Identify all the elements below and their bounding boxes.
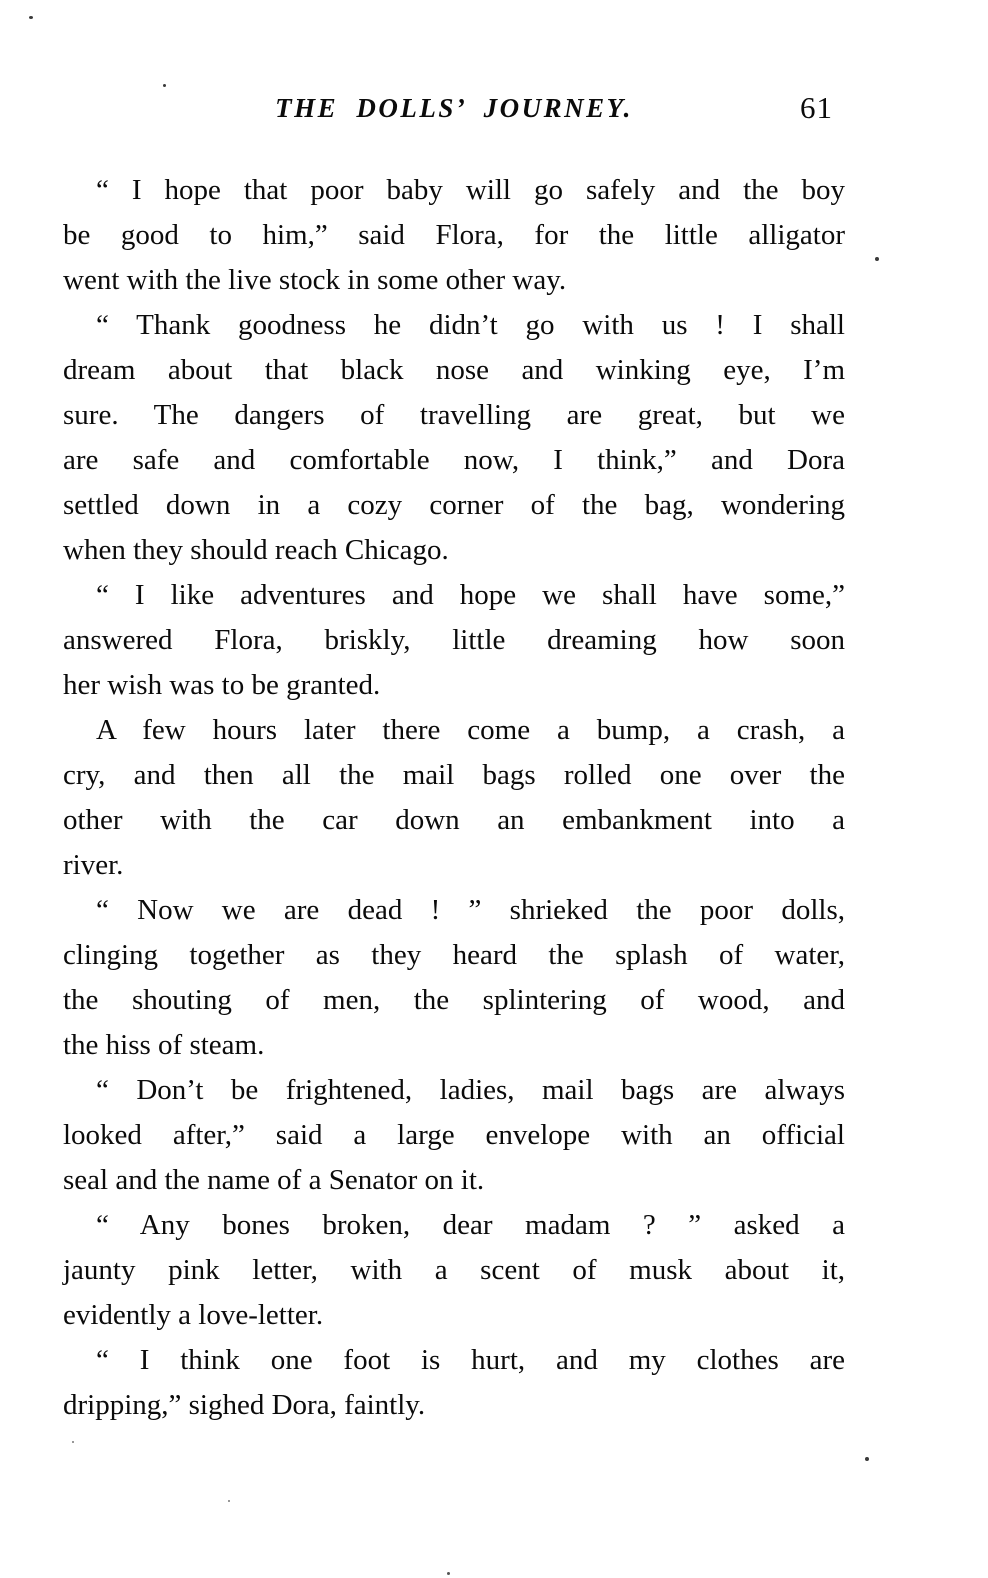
text-line: cry, and then all the mail bags rolled one over the bbox=[63, 759, 845, 791]
paragraph bbox=[63, 168, 845, 303]
text-line: dripping,” sighed Dora, faintly. bbox=[63, 1389, 426, 1421]
paragraph bbox=[63, 888, 845, 1068]
paragraph bbox=[63, 573, 845, 708]
text-line: “ Any bones broken, dear madam ? ” asked a bbox=[96, 1209, 845, 1241]
page-number: 61 bbox=[800, 90, 833, 125]
paragraph bbox=[63, 1203, 845, 1338]
text-line: be good to him,” said Flora, for the little alligator bbox=[63, 219, 845, 251]
text-line: “ I like adventures and hope we shall have some,” bbox=[96, 579, 845, 611]
text-body bbox=[63, 168, 845, 1428]
text-line: the hiss of steam. bbox=[63, 1029, 265, 1061]
text-line: went with the live stock in some other way. bbox=[63, 264, 567, 296]
text-line: other with the car down an embankment into a bbox=[63, 804, 845, 836]
text-line: looked after,” said a large envelope with an official bbox=[63, 1119, 845, 1151]
text-line: seal and the name of a Senator on it. bbox=[63, 1164, 485, 1196]
running-header bbox=[63, 86, 845, 130]
scan-speck bbox=[875, 257, 879, 261]
paragraph bbox=[63, 303, 845, 573]
scan-speck bbox=[163, 84, 166, 87]
text-line: dream about that black nose and winking eye, I’m bbox=[63, 354, 845, 386]
page-title: THE DOLLS’ JOURNEY. bbox=[275, 93, 633, 123]
text-line: “ Don’t be frightened, ladies, mail bags are always bbox=[96, 1074, 845, 1106]
text-line: jaunty pink letter, with a scent of musk about it, bbox=[63, 1254, 845, 1286]
text-line: “ Thank goodness he didn’t go with us ! I shall bbox=[96, 309, 845, 341]
text-line: settled down in a cozy corner of the bag, wondering bbox=[63, 489, 845, 521]
text-line: “ Now we are dead ! ” shrieked the poor dolls, bbox=[96, 894, 845, 926]
paragraph bbox=[63, 708, 845, 888]
text-line: when they should reach Chicago. bbox=[63, 534, 449, 566]
scan-speck bbox=[447, 1572, 450, 1575]
scan-speck bbox=[29, 16, 33, 19]
text-line: river. bbox=[63, 849, 124, 881]
text-line: clinging together as they heard the splash of water, bbox=[63, 939, 845, 971]
scan-speck bbox=[228, 1500, 230, 1502]
text-line: A few hours later there come a bump, a crash, a bbox=[96, 714, 845, 746]
text-line: her wish was to be granted. bbox=[63, 669, 381, 701]
scan-speck bbox=[72, 1441, 74, 1443]
text-line: evidently a love-letter. bbox=[63, 1299, 324, 1331]
text-line: are safe and comfortable now, I think,” and Dora bbox=[63, 444, 845, 476]
scan-speck bbox=[865, 1457, 869, 1461]
text-line: the shouting of men, the splintering of wood, and bbox=[63, 984, 845, 1016]
text-line: sure. The dangers of travelling are great, but we bbox=[63, 399, 845, 431]
text-line: “ I hope that poor baby will go safely and the boy bbox=[96, 174, 845, 206]
paragraph bbox=[63, 1338, 845, 1428]
text-line: answered Flora, briskly, little dreaming how soon bbox=[63, 624, 845, 656]
paragraph bbox=[63, 1068, 845, 1203]
text-line: “ I think one foot is hurt, and my clothes are bbox=[96, 1344, 845, 1376]
